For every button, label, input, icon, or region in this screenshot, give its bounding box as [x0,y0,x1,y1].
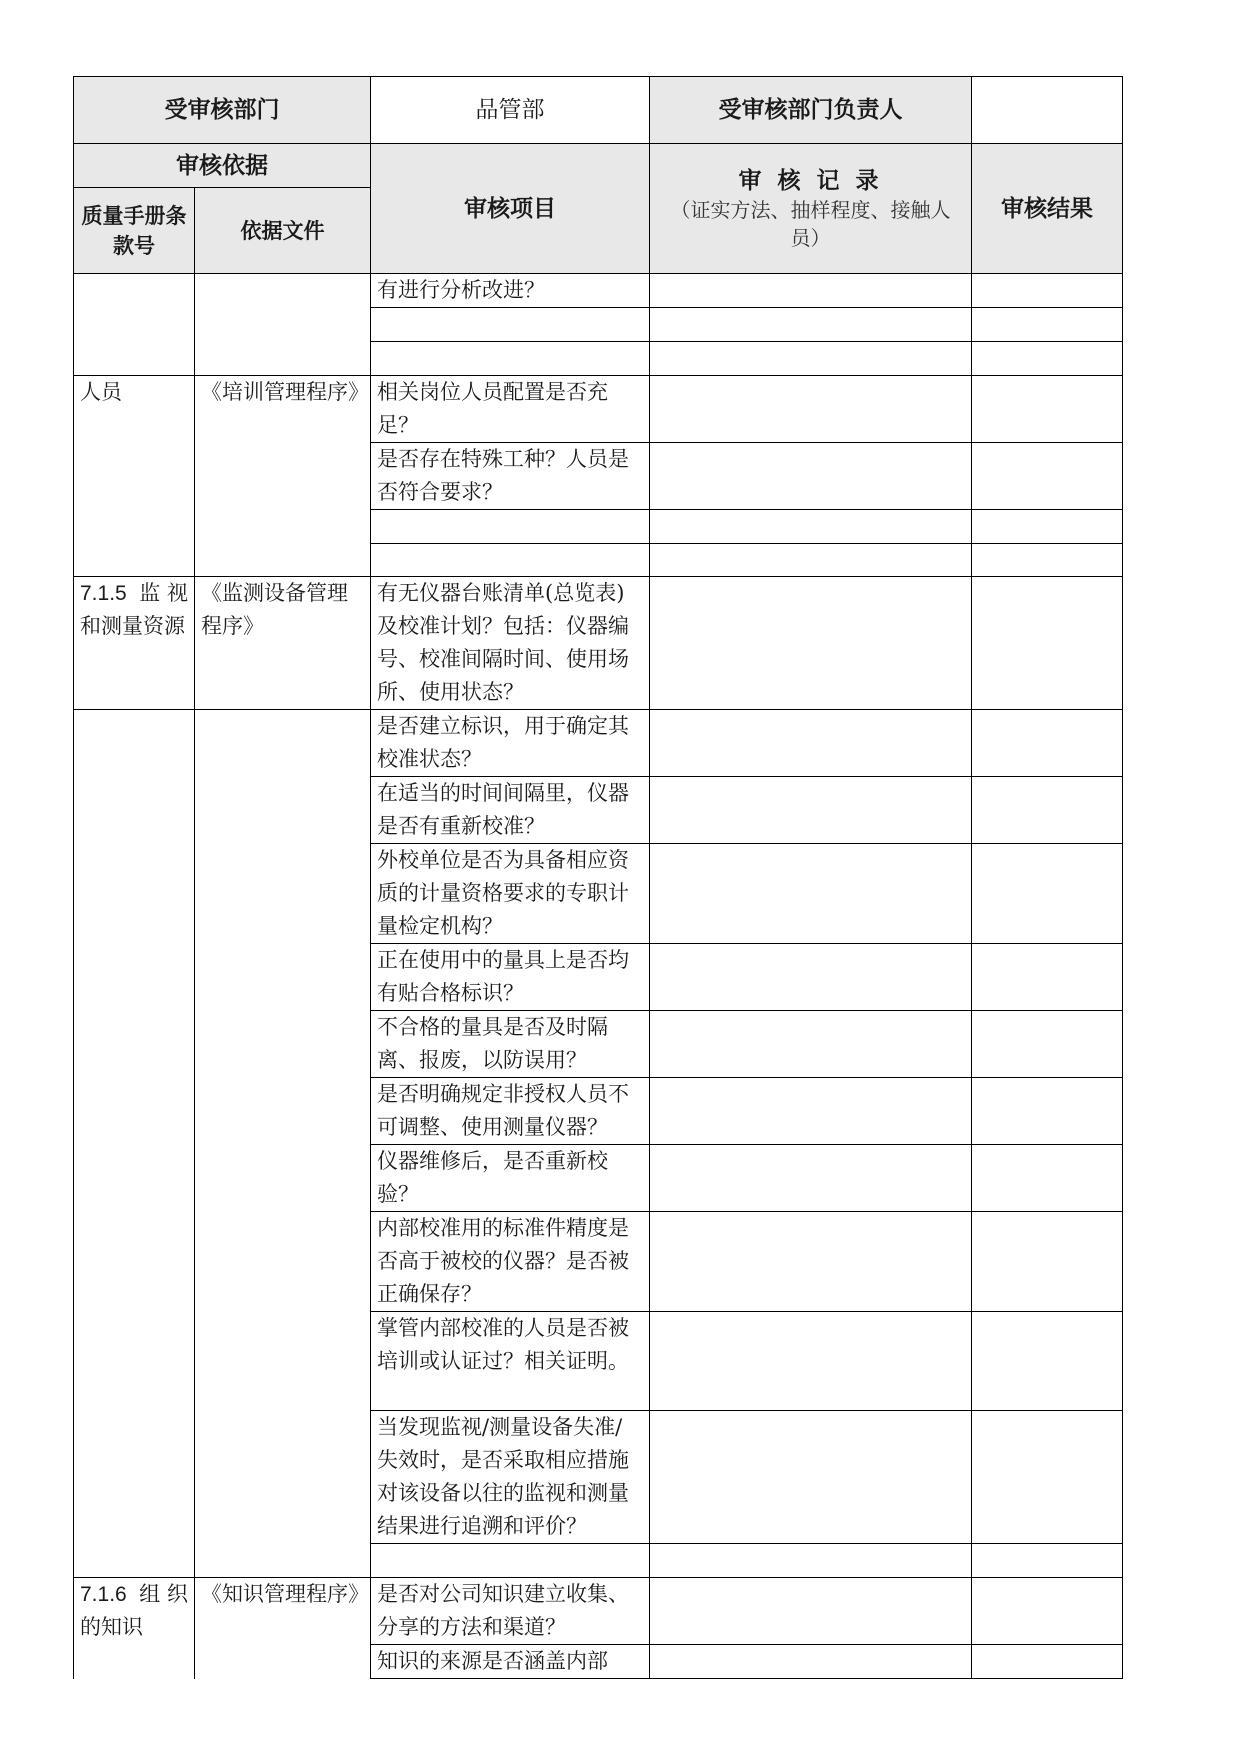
item-cell: 外校单位是否为具备相应资质的计量资格要求的专职计量检定机构？ [371,844,650,944]
record-cell [650,844,972,944]
audit-item-header: 审核项目 [371,144,650,274]
item-cell: 内部校准用的标准件精度是否高于被校的仪器？是否被正确保存？ [371,1212,650,1312]
result-cell [972,944,1123,1011]
dept-head-label: 受审核部门负责人 [650,77,972,144]
item-cell: 知识的来源是否涵盖内部 [371,1645,650,1679]
item-cell: 相关岗位人员配置是否充足？ [371,376,650,443]
result-cell [972,1544,1123,1578]
item-cell: 是否对公司知识建立收集、分享的方法和渠道？ [371,1578,650,1645]
record-cell [650,1011,972,1078]
record-cell [650,443,972,510]
item-cell: 是否明确规定非授权人员不可调整、使用测量仪器？ [371,1078,650,1145]
audit-result-header: 审核结果 [972,144,1123,274]
item-cell: 在适当的时间间隔里，仪器是否有重新校准？ [371,777,650,844]
header-row-basis [74,144,1123,188]
result-cell [972,510,1123,544]
audit-record-title: 审 核 记 录 [738,167,883,194]
record-cell [650,308,972,342]
item-cell [371,342,650,376]
result-cell [972,577,1123,710]
result-cell [972,1578,1123,1645]
clause-number-header: 质量手册条款号 [74,188,195,274]
table-row [74,274,1123,308]
item-cell: 掌管内部校准的人员是否被培训或认证过？相关证明。 [371,1312,650,1411]
item-cell [371,544,650,577]
clause-cell: 人员 [74,376,195,577]
doc-cell: 《培训管理程序》 [195,376,371,577]
table-row [74,376,1123,443]
record-cell [650,342,972,376]
result-cell [972,544,1123,577]
record-cell [650,1212,972,1312]
result-cell [972,1011,1123,1078]
record-cell [650,1411,972,1544]
table-row [74,710,1123,777]
result-cell [972,376,1123,443]
audit-record-note: （证实方法、抽样程度、接触人员） [670,197,951,250]
record-cell [650,544,972,577]
item-cell [371,510,650,544]
result-cell [972,844,1123,944]
item-cell: 当发现监视/测量设备失准/失效时，是否采取相应措施对该设备以往的监视和测量结果进行追溯和评价？ [371,1411,650,1544]
doc-cell [195,710,371,1578]
record-cell [650,1544,972,1578]
record-cell [650,777,972,844]
result-cell [972,1645,1123,1679]
clause-cell [74,710,195,1578]
record-cell [650,1145,972,1212]
dept-head-value [972,77,1123,144]
result-cell [972,308,1123,342]
audit-basis-label: 审核依据 [74,144,371,188]
item-cell: 是否建立标识，用于确定其校准状态？ [371,710,650,777]
record-cell [650,1312,972,1411]
record-cell [650,274,972,308]
record-cell [650,1578,972,1645]
result-cell [972,274,1123,308]
item-cell: 正在使用中的量具上是否均有贴合格标识？ [371,944,650,1011]
header-row-department [74,77,1123,144]
item-cell: 有无仪器台账清单(总览表)及校准计划？包括：仪器编号、校准间隔时间、使用场所、使用状态？ [371,577,650,710]
record-cell [650,944,972,1011]
result-cell [972,777,1123,844]
record-cell [650,376,972,443]
table-row [74,1578,1123,1645]
record-cell [650,510,972,544]
result-cell [972,1078,1123,1145]
audit-record-header [650,144,972,274]
result-cell [972,1145,1123,1212]
reference-doc-header: 依据文件 [195,188,371,274]
audit-checklist-table [73,76,1123,1679]
item-cell: 有进行分析改进？ [371,274,650,308]
item-cell: 仪器维修后，是否重新校验？ [371,1145,650,1212]
doc-cell [195,274,371,376]
record-cell [650,577,972,710]
record-cell [650,710,972,777]
record-cell [650,1645,972,1679]
clause-cell: 7.1.6 组织的知识 [74,1578,195,1679]
table-row [74,577,1123,710]
result-cell [972,342,1123,376]
item-cell [371,1544,650,1578]
result-cell [972,1212,1123,1312]
clause-cell [74,274,195,376]
record-cell [650,1078,972,1145]
audited-dept-value: 品管部 [371,77,650,144]
item-cell: 不合格的量具是否及时隔离、报废，以防误用？ [371,1011,650,1078]
result-cell [972,443,1123,510]
audited-dept-label: 受审核部门 [74,77,371,144]
result-cell [972,1312,1123,1411]
result-cell [972,1411,1123,1544]
item-cell [371,308,650,342]
doc-cell: 《知识管理程序》 [195,1578,371,1679]
clause-cell: 7.1.5 监视和测量资源 [74,577,195,710]
item-cell: 是否存在特殊工种？人员是否符合要求？ [371,443,650,510]
doc-cell: 《监测设备管理程序》 [195,577,371,710]
result-cell [972,710,1123,777]
